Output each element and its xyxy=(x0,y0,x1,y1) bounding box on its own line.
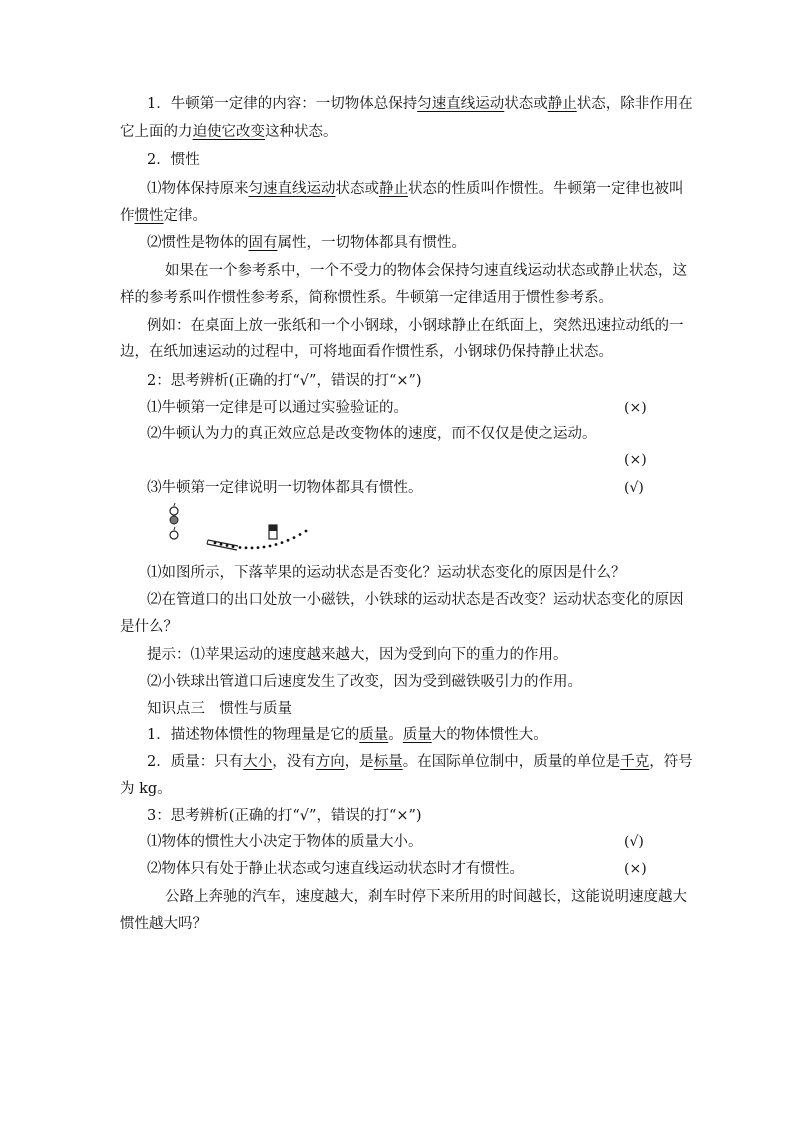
text: 1．描述物体惯性的物理量是它的 xyxy=(147,727,360,743)
answer-blank: 迫使它改变 xyxy=(192,124,265,140)
inertia-property-line xyxy=(147,233,466,253)
apple-icon xyxy=(170,527,178,539)
text: ⑵惯性是物体的 xyxy=(147,235,249,251)
answer-blank: 惯性 xyxy=(134,208,164,224)
section-inertia-heading: 2．惯性 xyxy=(147,152,200,168)
text: 状态或 xyxy=(504,96,548,112)
apple-icon xyxy=(170,503,178,515)
text: ⑴物体保持原来 xyxy=(147,181,249,197)
text: 它上面的力 xyxy=(120,124,193,140)
text: 定律。 xyxy=(163,208,207,224)
answer-blank: 方向 xyxy=(315,754,345,770)
text: ，符号 xyxy=(649,754,693,770)
text: ，没有 xyxy=(272,754,316,770)
answer-blank: 质量 xyxy=(402,727,432,743)
example-line-1: 例如：在桌面上放一张纸和一个小钢球，小钢球静止在纸面上，突然迅速拉动纸的一 xyxy=(147,318,684,334)
pipe-icon xyxy=(207,540,238,550)
text: 这种状态。 xyxy=(265,124,338,140)
apple-and-ball-figure xyxy=(160,498,320,554)
mass-definition-line-2: 为 kg。 xyxy=(120,781,172,797)
car-question-line-1: 公路上奔驰的汽车，速度越大，刹车时停下来所用的时间越长，这能说明速度越大 xyxy=(165,889,687,905)
text: 1．牛顿第一定律的内容：一切物体总保持 xyxy=(147,96,418,112)
judgment-item-2: ⑵牛顿认为力的真正效应总是改变物体的速度，而不仅仅是使之运动。 xyxy=(147,426,597,442)
judgment-mark-2: (×) xyxy=(624,452,647,468)
answer-blank: 固有 xyxy=(248,235,278,251)
text: 属性，一切物体都具有惯性。 xyxy=(277,235,466,251)
law-content-line-1 xyxy=(147,94,693,114)
judgment-mark-3: (√) xyxy=(624,480,644,496)
text: 2．质量：只有 xyxy=(147,754,244,770)
answer-blank: 千克 xyxy=(620,754,650,770)
inertial-frame-line-2: 样的参考系叫作惯性参考系，简称惯性系。牛顿第一定律适用于惯性参考系。 xyxy=(120,290,613,306)
inertia-definition-line-1 xyxy=(147,179,684,199)
judgment-item-5: ⑵物体只有处于静止状态或匀速直线运动状态时才有惯性。 xyxy=(147,861,524,877)
answer-blank: 静止 xyxy=(547,96,577,112)
judgment-item-4: ⑴物体的惯性大小决定于物体的质量大小。 xyxy=(147,834,423,850)
question-2-line-1: ⑵在管道口的出口处放一小磁铁，小铁球的运动状态是否改变？运动状态变化的原因 xyxy=(147,592,684,608)
text: 作 xyxy=(120,208,135,224)
think-discern-heading-1: 2：思考辨析(正确的打“√”，错误的打“×”) xyxy=(147,373,422,389)
think-discern-heading-2: 3：思考辨析(正确的打“√”，错误的打“×”) xyxy=(147,808,422,824)
ball-trajectory xyxy=(214,530,308,550)
judgment-mark-1: (×) xyxy=(624,400,647,416)
inertial-frame-line-1: 如果在一个参考系中，一个不受力的物体会保持匀速直线运动状态或静止状态，这 xyxy=(165,263,687,279)
text: 。 xyxy=(388,727,403,743)
text: 。在国际单位制中，质量的单位是 xyxy=(402,754,621,770)
answer-blank: 匀速直线运动 xyxy=(248,181,336,197)
text: 状态，除非作用在 xyxy=(576,96,693,112)
text: 状态的性质叫作惯性。牛顿第一定律也被叫 xyxy=(408,181,684,197)
judgment-mark-4: (√) xyxy=(624,834,644,850)
question-2-line-2: 是什么？ xyxy=(120,619,178,635)
answer-blank: 匀速直线运动 xyxy=(417,96,505,112)
text: 状态或 xyxy=(335,181,379,197)
magnet-icon xyxy=(269,525,277,539)
hint-2: ⑵小铁球出管道口后速度发生了改变，因为受到磁铁吸引力的作用。 xyxy=(147,674,582,690)
answer-blank: 大小 xyxy=(243,754,273,770)
text: 大的物体惯性大。 xyxy=(431,727,548,743)
judgment-mark-5: (×) xyxy=(624,861,647,877)
answer-blank: 标量 xyxy=(373,754,403,770)
question-1: ⑴如图所示，下落苹果的运动状态是否变化？运动状态变化的原因是什么？ xyxy=(147,565,626,581)
answer-blank: 质量 xyxy=(359,727,389,743)
mass-definition-line-1 xyxy=(147,752,693,772)
judgment-item-3: ⑶牛顿第一定律说明一切物体都具有惯性。 xyxy=(147,480,423,496)
apple-icon xyxy=(170,516,178,524)
mass-measure-line xyxy=(147,725,548,745)
inertia-definition-line-2 xyxy=(120,206,207,226)
judgment-item-1: ⑴牛顿第一定律是可以通过实验验证的。 xyxy=(147,400,408,416)
text: ，是 xyxy=(344,754,374,770)
answer-blank: 静止 xyxy=(379,181,408,197)
car-question-line-2: 惯性越大吗？ xyxy=(120,916,207,932)
law-content-line-2 xyxy=(120,122,338,142)
hint-1: 提示：⑴苹果运动的速度越来越大，因为受到向下的重力的作用。 xyxy=(147,647,568,663)
section-heading-inertia-mass: 知识点三 惯性与质量 xyxy=(147,701,292,717)
example-line-2: 边，在纸加速运动的过程中，可将地面看作惯性系，小钢球仍保持静止状态。 xyxy=(120,344,613,360)
